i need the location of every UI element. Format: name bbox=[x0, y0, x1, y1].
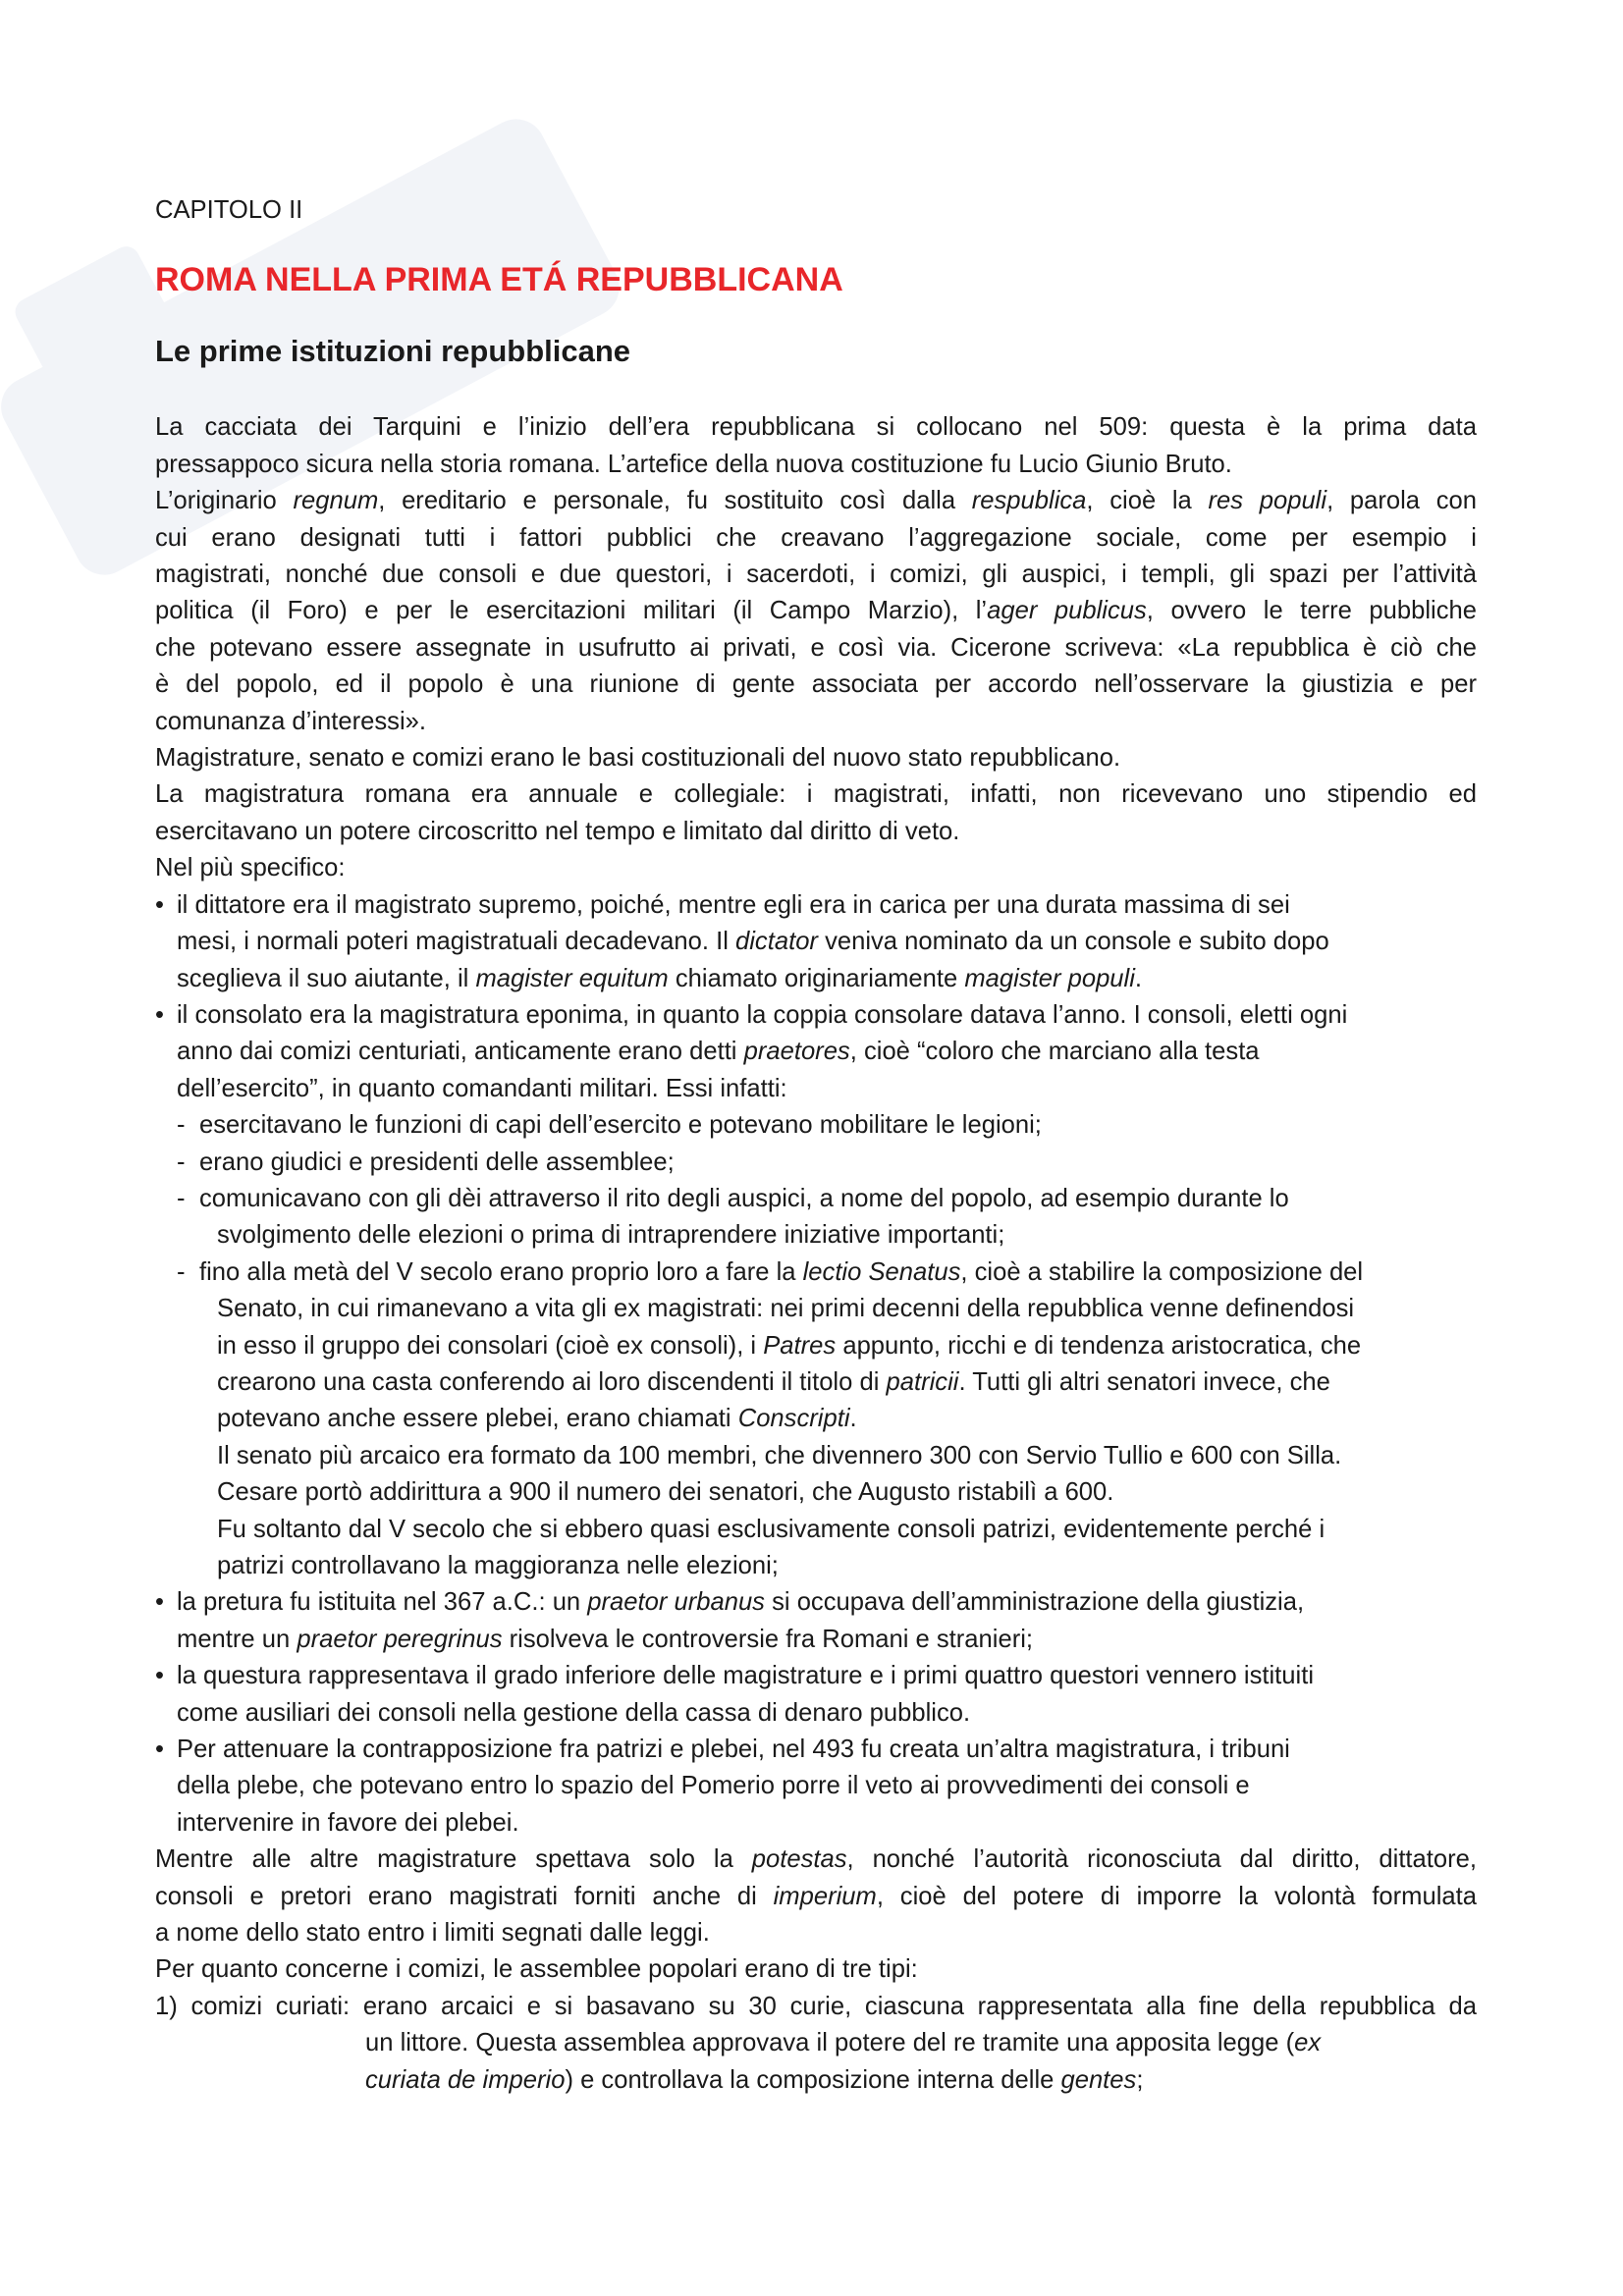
paragraph-specifico: Nel più specifico: bbox=[155, 854, 346, 882]
document-content bbox=[155, 192, 1477, 2099]
paragraph-imperium: Mentre alle altre magistrature spettava solo la potestas, nonché l’autorità riconosciuta dal diritto, dittatore, consoli e pretori erano magistrati forniti anche di imperium, cioè del potere di imporre la volontà formulata a nome dello stato entro i limiti segnati dalle leggi. bbox=[155, 1845, 1478, 1948]
list-item-comizi-curiati: 1) comizi curiati: erano arcaici e si basavano su 30 curie, ciascuna rappresentata alla fine della repubblica da un littore. Questa assemblea approvava il potere del re tramite una apposita legge (ex curiata de imperio) e controllava la composizione interna delle gentes; bbox=[155, 1992, 1477, 2094]
sub-item-esercito: - esercitavano le funzioni di capi dell’esercito e potevano mobilitare le legioni; bbox=[177, 1111, 1042, 1140]
list-item-consolato: • il consolato era la magistratura eponima, in quanto la coppia consolare datava l’anno. I consoli, eletti ogni anno dai comizi centuriati, anticamente erano detti praetores, cioè “coloro che marciano alla testa dell’esercito”, in quanto comandanti militari. Essi infatti: bbox=[155, 997, 1477, 1107]
paragraph-intro: La cacciata dei Tarquini e l’inizio dell’era repubblicana si collocano nel 509: questa è la prima data pressappoco sicura nella storia romana. L’artefice della nuova costituzione fu Lucio Giunio Bruto. bbox=[155, 413, 1477, 478]
sub-item-lectio-senatus: - fino alla metà del V secolo erano proprio loro a fare la lectio Senatus, cioè a stabilire la composizione del Senato, in cui rimanevano a vita gli ex magistrati: nei primi decenni della repubblica venne definendosi in esso il gruppo dei consolari (cioè ex consoli), i Patres appunto, ricchi e di tendenza aristocratica, che crearono una casta conferendo ai loro discendenti il titolo di patricii. Tutti gli altri senatori invece, che potevano anche essere plebei, erano chiamati Conscripti. Il senato più arcaico era formato da 100 membri, che divennero 300 con Servio Tullio e 600 con Silla. Cesare portò addirittura a 900 il numero dei senatori, che Augusto ristabilì a 600. Fu soltanto dal V secolo che si ebbero quasi esclusivamente consoli patrizi, evidentemente perché i patrizi controllavano la maggioranza nelle elezioni; bbox=[177, 1257, 1364, 1579]
section-heading: Le prime istituzioni repubblicane bbox=[155, 334, 631, 369]
paragraph-magistratura: La magistratura romana era annuale e collegiale: i magistrati, infatti, non ricevevano uno stipendio ed esercitavano un potere circoscritto nel tempo e limitato dal diritto di veto. bbox=[155, 780, 1477, 845]
sub-item-auspici: - comunicavano con gli dèi attraverso il rito degli auspici, a nome del popolo, ad esempio durante lo svolgimento delle elezioni o prima di intraprendere iniziative importanti; bbox=[177, 1184, 1289, 1250]
body-text bbox=[155, 409, 1477, 2099]
paragraph-basi: Magistrature, senato e comizi erano le basi costituzionali del nuovo stato repubblicano. bbox=[155, 744, 1121, 773]
list-item-dittatore: • il dittatore era il magistrato supremo, poiché, mentre egli era in carica per una durata massima di sei mesi, i normali poteri magistratuali decadevano. Il dictator veniva nominato da un console e subito dopo sceglieva il suo aiutante, il magister equitum chiamato originariamente magister populi. bbox=[155, 887, 1477, 997]
list-item-tribuni: • Per attenuare la contrapposizione fra patrizi e plebei, nel 493 fu creata un’altra magistratura, i tribuni della plebe, che potevano entro lo spazio del Pomerio porre il veto ai provvedimenti dei consoli e intervenire in favore dei plebei. bbox=[155, 1732, 1477, 1842]
sub-item-giudici: - erano giudici e presidenti delle assemblee; bbox=[177, 1148, 675, 1176]
list-item-questura: • la questura rappresentava il grado inferiore delle magistrature e i primi quattro questori vennero istituiti come ausiliari dei consoli nella gestione della cassa di denaro pubblico. bbox=[155, 1658, 1477, 1732]
chapter-label: CAPITOLO II bbox=[155, 196, 303, 224]
list-item-pretura: • la pretura fu istituita nel 367 a.C.: un praetor urbanus si occupava dell’amministrazione della giustizia, mentre un praetor peregrinus risolveva le controversie fra Romani e stranieri; bbox=[155, 1584, 1477, 1658]
page-title: ROMA NELLA PRIMA ETÁ REPUBBLICANA bbox=[155, 261, 843, 299]
paragraph-respublica: L’originario regnum, ereditario e personale, fu sostituito così dalla respublica, cioè la res populi, parola con cui erano designati tutti i fattori pubblici che creavano l’aggregazione sociale, come per esempio i magistrati, nonché due consoli e due questori, i sacerdoti, i comizi, gli auspici, i templi, gli spazi per l’attività politica (il Foro) e per le esercitazioni militari (il Campo Marzio), l’ager publicus, ovvero le terre pubbliche che potevano essere assegnate in usufrutto ai privati, e così via. Cicerone scriveva: «La repubblica è ciò che è del popolo, ed il popolo è una riunione di gente associata per accordo nell’osservare la giustizia e per comunanza d’interessi». bbox=[155, 487, 1477, 735]
paragraph-comizi: Per quanto concerne i comizi, le assemblee popolari erano di tre tipi: bbox=[155, 1955, 918, 1984]
